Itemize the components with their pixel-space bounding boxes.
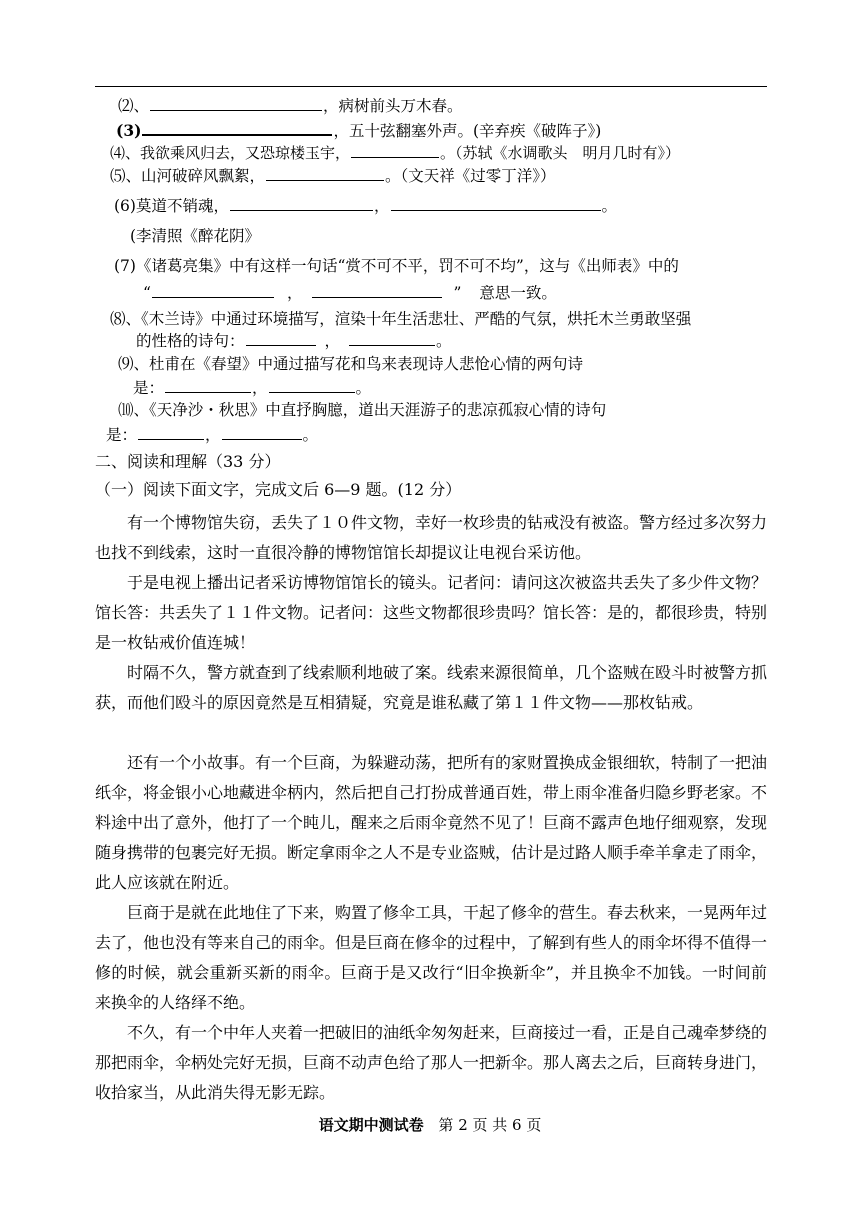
answer-blank[interactable] <box>266 166 384 181</box>
answer-blank[interactable] <box>349 331 435 346</box>
question-text: “ <box>143 284 151 302</box>
answer-blank[interactable] <box>312 283 442 298</box>
answer-blank[interactable] <box>165 378 251 393</box>
passage-paragraph: 时隔不久，警方就查到了线索顺利地破了案。线索来源很简单，几个盗贼在殴斗时被警方抓获，而他们殴斗的原因竟然是互相猜疑，究竟是谁私藏了第１１件文物——那枚钻戒。 <box>95 663 768 712</box>
question-9-line2 <box>133 378 371 398</box>
question-text: ， <box>324 332 341 350</box>
question-text: 。 <box>302 426 319 444</box>
question-text: 。 <box>436 332 452 350</box>
question-text: ， <box>205 426 221 444</box>
question-3 <box>116 120 601 141</box>
answer-blank[interactable] <box>246 331 316 346</box>
question-number: ⑼、 <box>118 355 150 373</box>
question-8 <box>110 309 691 329</box>
question-text: 《天净沙・秋思》中直抒胸臆，道出天涯游子的悲凉孤寂心情的诗句 <box>149 401 607 419</box>
page-number: 第 2 页 共 6 页 <box>438 1116 542 1134</box>
answer-blank[interactable] <box>150 96 322 111</box>
question-number: (7) <box>114 257 136 275</box>
question-text: 。 <box>355 379 372 397</box>
question-number: (3) <box>116 121 142 140</box>
question-number: ⑸、 <box>110 167 142 185</box>
question-text: 是： <box>133 379 165 397</box>
question-text: ， <box>252 379 268 397</box>
passage-paragraph: 于是电视上播出记者采访博物馆馆长的镜头。记者问：请问这次被盗共丢失了多少件文物？馆长答：共丢失了１１件文物。记者问：这些文物都很珍贵吗？馆长答：是的，都很珍贵，特别是一枚钻戒价值连城！ <box>95 573 768 652</box>
question-text: 《诸葛亮集》中有这样一句话“赏不可不平，罚不可不均”，这与《出师表》中的 <box>135 257 679 275</box>
answer-blank[interactable] <box>269 378 355 393</box>
question-text: ，病树前头万木春。 <box>323 97 463 115</box>
question-text: 。 <box>601 197 618 215</box>
section-subheading: （一）阅读下面文字，完成文后 6—9 题。(12 分） <box>95 480 462 499</box>
section-heading: 二、阅读和理解（33 分） <box>95 452 281 471</box>
question-8-line2 <box>136 331 452 351</box>
question-text: ” <box>453 284 462 302</box>
question-number: ⑷、 <box>110 144 141 162</box>
page-footer <box>0 1114 860 1135</box>
question-text: 的性格的诗句： <box>136 332 245 350</box>
answer-blank[interactable] <box>142 120 332 136</box>
question-text: 是： <box>106 426 138 444</box>
question-text: ， <box>286 284 303 302</box>
question-number: ⑽、 <box>118 401 150 419</box>
answer-blank[interactable] <box>230 196 373 211</box>
question-7 <box>114 256 679 276</box>
question-6-source: (李清照《醉花阴》 <box>130 227 261 245</box>
answer-blank[interactable] <box>152 283 274 298</box>
question-2 <box>118 96 463 116</box>
question-text: ， <box>373 197 390 215</box>
question-number: (6) <box>114 197 136 215</box>
question-10 <box>118 400 606 420</box>
question-text: 我欲乘风归去，又恐琼楼玉宇， <box>140 144 351 162</box>
question-text: ，五十弦翻塞外声。(辛弃疾《破阵子》) <box>333 122 602 140</box>
passage-paragraph: 不久，有一个中年人夹着一把破旧的油纸伞匆匆赶来，巨商接过一看，正是自己魂牵梦绕的那把雨伞，伞柄处完好无损，巨商不动声色给了那人一把新伞。那人离去之后，巨商转身进门，收拾家当，从此消失得无影无踪。 <box>95 1023 768 1102</box>
question-number: ⑵、 <box>118 97 150 115</box>
question-5 <box>110 166 556 186</box>
question-number: ⑻、 <box>110 310 142 328</box>
passage-paragraph: 还有一个小故事。有一个巨商，为躲避动荡，把所有的家财置换成金银细软，特制了一把油纸伞，将金银小心地藏进伞柄内，然后把自己打扮成普通百姓，带上雨伞准备归隐乡野老家。不料途中出了意外，他打了一个盹儿，醒来之后雨伞竟然不见了！巨商不露声色地仔细观察，发现随身携带的包裹完好无损。断定拿雨伞之人不是专业盗贼，估计是过路人顺手牵羊拿走了雨伞，此人应该就在附近。 <box>95 753 768 892</box>
question-6 <box>114 196 617 216</box>
question-text: 。（苏轼《水调歌头 明月几时有》） <box>440 144 681 162</box>
question-text: 杜甫在《春望》中通过描写花和鸟来表现诗人悲怆心情的两句诗 <box>149 355 584 373</box>
header-rule <box>95 86 767 87</box>
question-4 <box>110 143 680 163</box>
question-9 <box>118 354 583 374</box>
answer-blank[interactable] <box>391 196 601 211</box>
answer-blank[interactable] <box>222 425 302 440</box>
question-10-line2 <box>106 425 318 445</box>
question-7-line2 <box>143 283 557 303</box>
answer-blank[interactable] <box>351 143 439 158</box>
passage-paragraph: 巨商于是就在此地住了下来，购置了修伞工具，干起了修伞的营生。春去秋来，一晃两年过去了，他也没有等来自己的雨伞。但是巨商在修伞的过程中，了解到有些人的雨伞坏得不值得一修的时候，就会重新买新的雨伞。巨商于是又改行“旧伞换新伞”，并且换伞不加钱。一时间前来换伞的人络绎不绝。 <box>95 903 768 1012</box>
passage-paragraph: 有一个博物馆失窃，丢失了１０件文物，幸好一枚珍贵的钻戒没有被盗。警方经过多次努力也找不到线索，这时一直很冷静的博物馆馆长却提议让电视台采访他。 <box>95 513 768 562</box>
question-text: 莫道不销魂， <box>135 197 229 215</box>
question-text: 意思一致。 <box>479 284 557 302</box>
question-text: 。（文天祥《过零丁洋》） <box>385 167 556 185</box>
footer-title: 语文期中测试卷 <box>318 1116 424 1134</box>
answer-blank[interactable] <box>138 425 204 440</box>
question-text: 山河破碎风飘絮， <box>141 167 266 185</box>
question-text: 《木兰诗》中通过环境描写，渲染十年生活悲壮、严酷的气氛，烘托木兰勇敢坚强 <box>141 310 692 328</box>
